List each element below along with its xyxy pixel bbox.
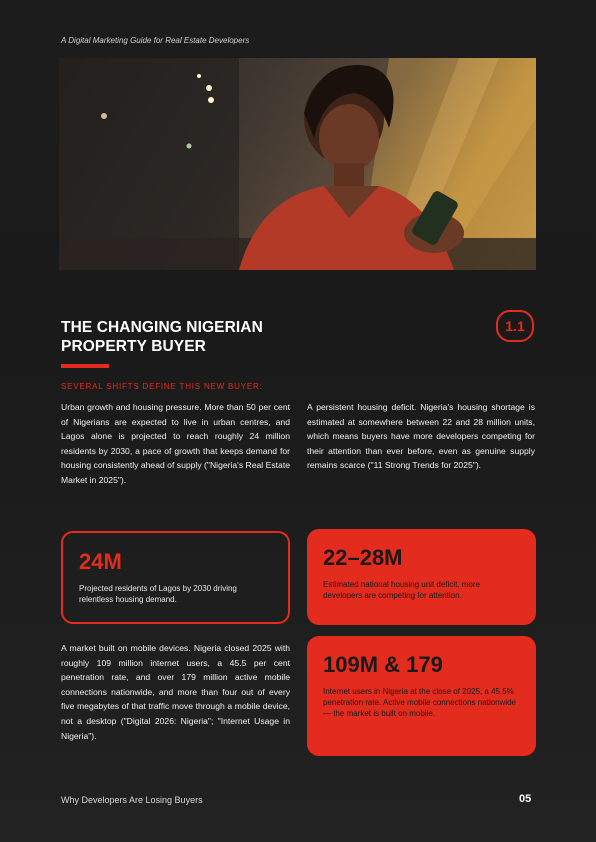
section-title-line-1: THE CHANGING NIGERIAN xyxy=(61,319,263,336)
paragraph-mobile-market: A market built on mobile devices. Nigeria closed 2025 with roughly 109 million internet users, a 45.5 per cent penetration rate, and over 179 million active mobile connections nationwide, and more than four out of every five megabytes of that traffic move through a mobile device, not a desktop ("Digital 2026: Nigeria"; "Internet Usage in Nigeria"). xyxy=(61,643,290,741)
stat-note: Estimated national housing unit deficit, more developers are competing for attention. xyxy=(323,580,480,600)
stat-card-deficit xyxy=(307,529,536,625)
stat-card-lagos xyxy=(61,531,290,624)
stat-value: 22–28M xyxy=(323,545,403,570)
title-accent-bar xyxy=(61,364,109,368)
stat-note: Projected residents of Lagos by 2030 driving relentless housing demand. xyxy=(79,584,237,604)
stat-card-internet xyxy=(307,636,536,756)
hero-photo xyxy=(59,58,536,270)
paragraph-housing-deficit: A persistent housing deficit. Nigeria's housing shortage is estimated at somewhere between 22 and 28 million units, which means buyers have more developers competing for their attention than ever before, even as genuine supply remains scarce ("11 Strong Trends for 2025"). xyxy=(307,402,535,471)
section-title xyxy=(61,318,263,356)
section-title-line-2: PROPERTY BUYER xyxy=(61,338,206,355)
section-number-badge: 1.1 xyxy=(496,310,534,342)
section-subhead: SEVERAL SHIFTS DEFINE THIS NEW BUYER: xyxy=(61,382,263,391)
page-number: 05 xyxy=(519,793,532,805)
stat-value: 109M & 179 xyxy=(323,652,443,677)
stat-note: Internet users in Nigeria at the close of 2025, a 45.5% penetration rate. Active mobile connections nationwide — the market is built on mobile. xyxy=(323,687,517,718)
running-header: A Digital Marketing Guide for Real Estate Developers xyxy=(61,36,250,45)
paragraph-urban-growth: Urban growth and housing pressure. More than 50 per cent of Nigerians are expected to live in urban centres, and Lagos alone is projected to reach roughly 24 million residents by 2030, a pace of growth that keeps demand for housing consistently ahead of supply ("Nigeria's Real Estate Market in 2025"). xyxy=(61,402,290,485)
stat-value: 24M xyxy=(79,549,122,574)
footer-title: Why Developers Are Losing Buyers xyxy=(61,795,203,805)
